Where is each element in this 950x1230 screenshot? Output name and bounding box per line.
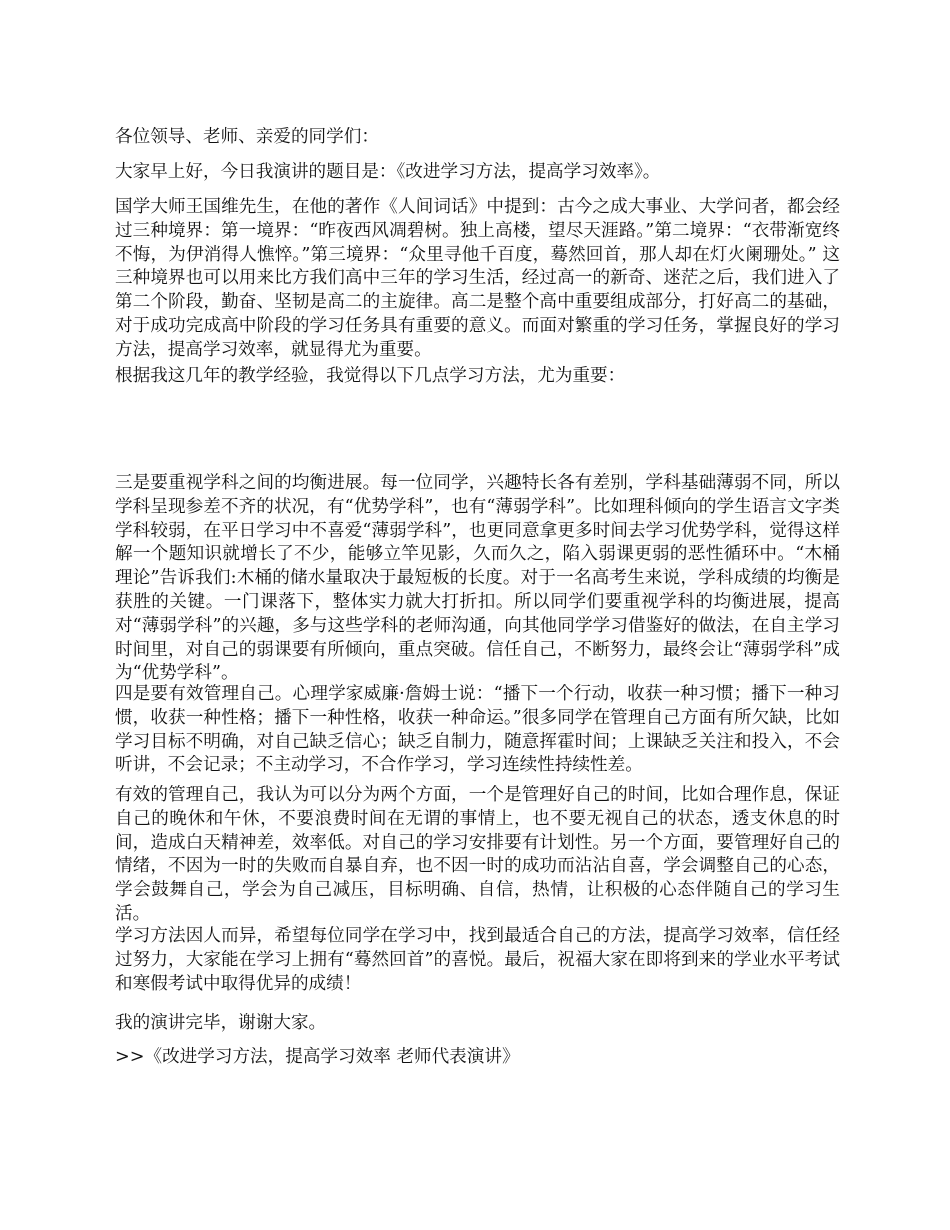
self-management-paragraph: 有效的管理自己，我认为可以分为两个方面，一个是管理好自己的时间，比如合理作息，保证自己的晚休和午休，不要浪费时间在无谓的事情上，也不要无视自己的状态，透支休息的时间，造成白天精神差，效率低。对自己的学习安排要有计划性。另一个方面，要管理好自己的情绪，不因为一时的失败而自暴自弃，也不因一时的成功而沾沾自喜，学会调整自己的心态，学会鼓舞自己，学会为自己减压，目标明确、自信，热情，让积极的心态伴随自己的学习生活。: [115, 785, 840, 924]
methods-intro-paragraph: 根据我这几年的教学经验，我觉得以下几点学习方法，尤为重要：: [115, 366, 626, 386]
greeting-paragraph: 各位领导、老师、亲爱的同学们：: [115, 127, 379, 147]
related-article-link[interactable]: >>《改进学习方法，提高学习效率 老师代表演讲》: [115, 1047, 520, 1067]
point-four-paragraph: 四是要有效管理自己。心理学家威廉·詹姆士说：“播下一个行动，收获一种习惯；播下一种习惯，收获一种性格；播下一种性格，收获一种命运。”很多同学在管理自己方面有所欠缺，比如学习目标不明确，对自己缺乏信心；缺乏自制力，随意挥霍时间；上课缺乏关注和投入，不会听讲，不会记录；不主动学习，不合作学习，学习连续性持续性差。: [115, 684, 840, 776]
speech-title-paragraph: 大家早上好，今日我演讲的题目是：《改进学习方法，提高学习效率》。: [115, 162, 661, 182]
point-three-paragraph: 三是要重视学科之间的均衡进展。每一位同学，兴趣特长各有差别，学科基础薄弱不同，所以学科呈现参差不齐的状况，有“优势学科”，也有“薄弱学科”。比如理科倾向的学生语言文字类学科较弱，在平日学习中不喜爱“薄弱学科”，也更同意拿更多时间去学习优势学科，觉得这样解一个题知识就增长了不少，能够立竿见影，久而久之，陷入弱课更弱的恶性循环中。“木桶理论”告诉我们:木桶的储水量取决于最短板的长度。对于一名高考生来说，学科成绩的均衡是获胜的关键。一门课落下，整体实力就大打折扣。所以同学们要重视学科的均衡进展，提高对“薄弱学科”的兴趣，多与这些学科的老师沟通，向其他同学学习借鉴好的做法，在自主学习时间里，对自己的弱课要有所倾向，重点突破。信任自己，不断努力，最终会让“薄弱学科”成为“优势学科”。: [115, 473, 840, 684]
three-realms-paragraph: 国学大师王国维先生，在他的著作《人间词话》中提到：古今之成大事业、大学问者，都会经过三种境界：第一境界：“昨夜西风凋碧树。独上高楼，望尽天涯路。”第二境界：“衣带渐宽终不悔，为伊消得人憔悴。”第三境界：“众里寻他千百度，蓦然回首，那人却在灯火阑珊处。” 这三种境界也可以用来比方我们高中三年的学习生活，经过高一的新奇、迷茫之后，我们进入了第二个阶段，勤奋、坚韧是高二的主旋律。高二是整个高中重要组成部分，打好高二的基础，对于成功完成高中阶段的学习任务具有重要的意义。而面对繁重的学习任务，掌握良好的学习方法，提高学习效率，就显得尤为重要。: [115, 197, 840, 360]
end-paragraph: 我的演讲完毕，谢谢大家。: [115, 1013, 327, 1033]
closing-paragraph: 学习方法因人而异，希望每位同学在学习中，找到最适合自己的方法，提高学习效率，信任经过努力，大家能在学习上拥有“蓦然回首”的喜悦。最后，祝福大家在即将到来的学业水平考试和寒假考试中取得优异的成绩！: [115, 926, 840, 994]
